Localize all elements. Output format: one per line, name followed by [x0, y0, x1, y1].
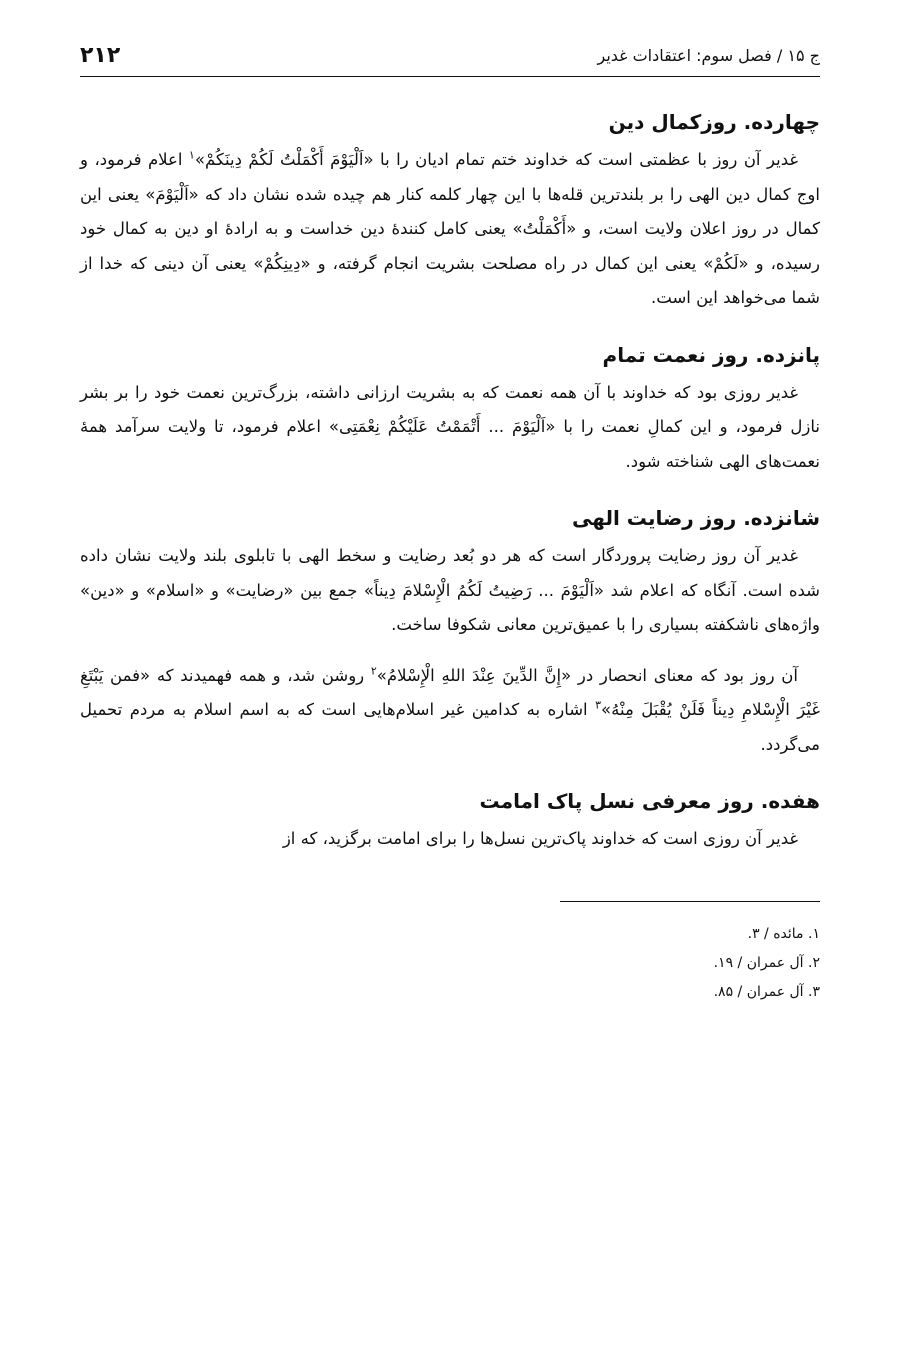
- footnote-ref[interactable]: ۱: [188, 148, 195, 162]
- section-heading: هفده. روز معرفی نسل پاک امامت: [479, 789, 820, 813]
- footnote: ۳. آل عمران / ۸۵.: [713, 983, 820, 1000]
- paragraph: غدیر آن روز با عظمتی است که خداوند ختم تمام ادیان را با «اَلْیَوْمَ أَکْمَلْتُ لَکُمْ دِینَکُمْ»$^۱$ اعلام فرمود، و اوج کمال دین الهی را بر بلندترین قله‌ها با این چهار کلمه کنار هم چیده شده نشان داد که «اَلْیَوْمَ» یعنی این کمال در روز اعلان ولایت است، و «أَکْمَلْتُ» یعنی کامل کنندهٔ دین خداست و به ارادهٔ او دین به کمال خود رسیده، و «لَکُمْ» یعنی این کمال در راه مصلحت بشریت انجام گرفته، و «دِینِکُمْ» یعنی آن دینی که خدا از شما می‌خواهد این است.: [80, 148, 820, 307]
- page-number: ۲۱۲: [80, 43, 121, 68]
- footnote: ۱. مائده / ۳.: [747, 925, 820, 942]
- footnote-separator: [560, 901, 820, 902]
- section-heading: چهارده. روزکمال دین: [608, 110, 820, 134]
- page-content: [80, 105, 820, 1007]
- paragraph: غدیر روزی بود که خداوند با آن همه نعمت که به بشریت ارزانی داشته، بزرگ‌ترین نعمت خود را بر بشر نازل فرمود، و این کمالِ نعمت را با «اَلْیَوْمَ ... أَتْمَمْتُ عَلَیْکُمْ نِعْمَتِی» اعلام فرمود، تا ولایت سرآمد همهٔ نعمت‌های الهی شناخته شود.: [80, 382, 820, 471]
- paragraph: غدیر آن روزی است که خداوند پاک‌ترین نسل‌ها را برای امامت برگزید، که از: [282, 829, 798, 848]
- footnote: ۲. آل عمران / ۱۹.: [713, 954, 820, 971]
- footnote-ref[interactable]: ۲: [370, 664, 377, 677]
- book-page: [80, 30, 820, 1320]
- page-header: [80, 30, 820, 77]
- footnote-ref[interactable]: ۳: [595, 698, 602, 712]
- section-heading: پانزده. روز نعمت تمام: [602, 342, 820, 367]
- running-title: ج ۱۵ / فصل سوم: اعتقادات غدیر: [597, 46, 820, 65]
- section-heading: شانزده. روز رضایت الهی: [572, 506, 820, 530]
- paragraph: آن روز بود که معنای انحصار در «إِنَّ الدِّینَ عِنْدَ اللهِ الْإِسْلامُ»$^۲$ روشن شد، و همه فهمیدند که «فمن یَبْتَغِ غَیْرَ الْإِسْلامِ دِیناً فَلَنْ یُقْبَلَ مِنْهُ»$^۳$ اشاره به کدامین غیر اسلام‌هایی است که به اسم اسلام به مردم تحمیل می‌گردد.: [80, 664, 820, 754]
- footnotes: [80, 920, 820, 1007]
- paragraph: غدیر آن روز رضایت پروردگار است که هر دو بُعد رضایت و سخط الهی با تابلوی بلند ولایت نشان داده شده است. آنگاه که اعلام شد «اَلْیَوْمَ ... رَضِیتُ لَکُمُ الْإِسْلامَ دِیناً» جمع بین «رضایت» و «اسلام» و «دین» واژه‌های ناشکفته بسیاری را با عمیق‌ترین معانی شکوفا ساخت.: [80, 546, 820, 634]
